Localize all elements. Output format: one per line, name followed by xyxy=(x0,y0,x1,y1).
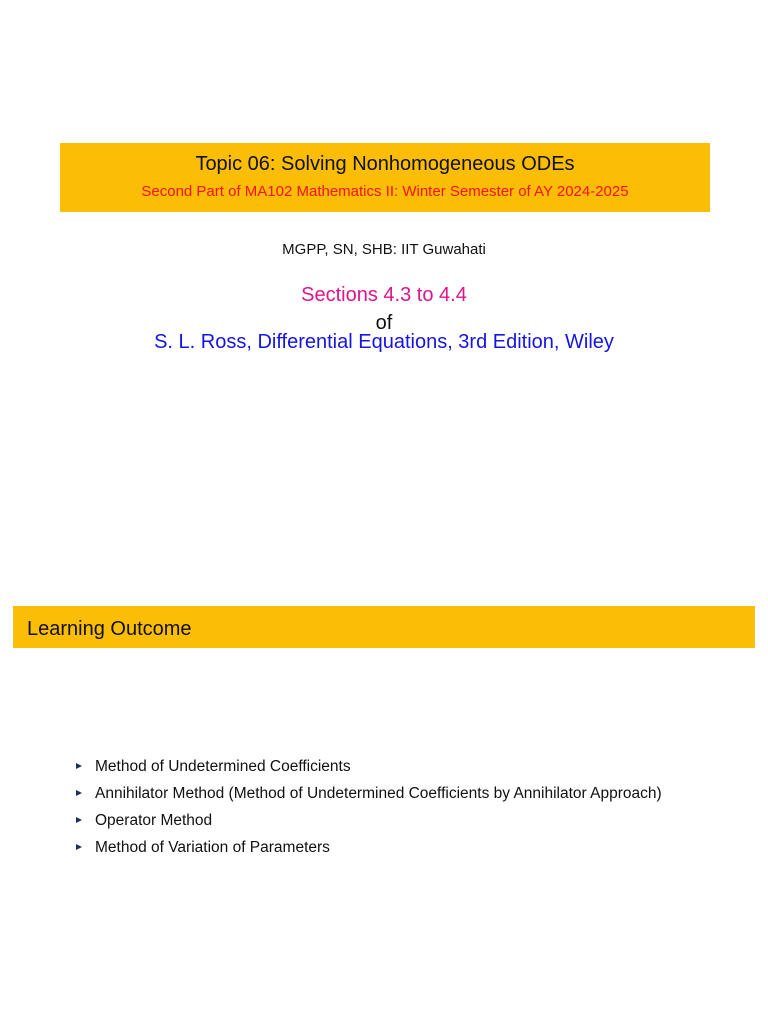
triangle-right-icon xyxy=(76,763,82,769)
list-item-text: Method of Undetermined Coefficients xyxy=(95,758,351,775)
list-item xyxy=(76,810,676,831)
slide-title: Topic 06: Solving Nonhomogeneous ODEs xyxy=(195,153,575,175)
sections-reference: Sections 4.3 to 4.4 xyxy=(301,284,467,306)
reference-connector: of xyxy=(375,312,393,334)
learning-outcome-list xyxy=(76,756,676,864)
list-item-text: Method of Variation of Parameters xyxy=(95,839,330,856)
list-item-text: Operator Method xyxy=(95,812,213,829)
learning-outcome-banner xyxy=(13,606,755,648)
list-item-text: Annihilator Method (Method of Undetermined Coefficients by Annihilator Approach) xyxy=(95,785,662,802)
learning-outcome-heading: Learning Outcome xyxy=(27,618,192,640)
authors-line: MGPP, SN, SHB: IIT Guwahati xyxy=(282,241,486,258)
title-banner xyxy=(60,143,710,212)
list-item xyxy=(76,756,676,777)
slide-subtitle: Second Part of MA102 Mathematics II: Winter Semester of AY 2024-2025 xyxy=(141,183,629,200)
list-item xyxy=(76,837,676,858)
list-item xyxy=(76,783,676,804)
triangle-right-icon xyxy=(76,790,82,796)
triangle-right-icon xyxy=(76,817,82,823)
triangle-right-icon xyxy=(76,844,82,850)
book-reference: S. L. Ross, Differential Equations, 3rd Edition, Wiley xyxy=(154,331,614,353)
